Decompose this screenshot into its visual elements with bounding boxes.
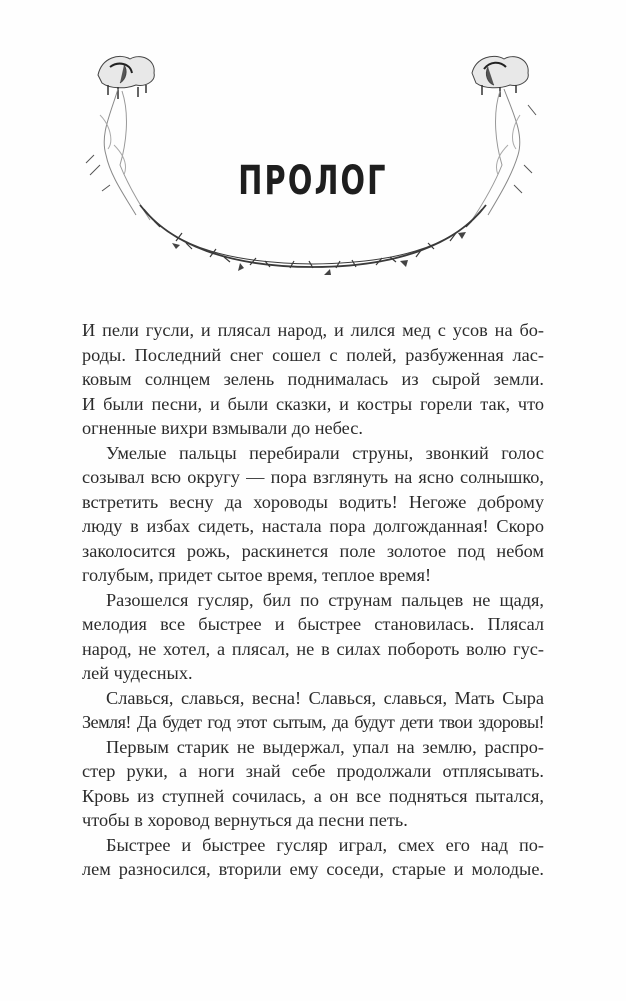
paragraph (82, 735, 544, 833)
text-line: заколосится рожь, раскинется поле золотое под небом (82, 540, 544, 561)
text-line: мелодия все быстрее и быстрее становилась. Плясал (82, 614, 544, 634)
text-line: И пели гусли, и плясал народ, и лился мед с усов на бо- (82, 320, 544, 340)
text-line: огненные вихри взмывали до небес. (82, 418, 363, 438)
text-line: Умелые пальцы перебирали струны, звонкий голос (106, 442, 544, 463)
text-line: созывал всю округу — пора взглянуть на ясно солнышко, (82, 467, 544, 487)
thorn-vine-icon (140, 205, 486, 275)
paragraph (82, 833, 544, 882)
paragraph (82, 441, 544, 588)
chapter-title: ПРОЛОГ (238, 158, 388, 204)
text-line: Земля! Да будет год этот сытым, да будут дети твои здоровы! (82, 712, 544, 732)
paragraph (82, 588, 544, 686)
text-line: Кровь из ступней сочилась, а он все подняться пытался, (82, 785, 544, 806)
text-line: И были песни, и были сказки, и костры горели так, что (82, 393, 544, 414)
text-line: роды. Последний снег сошел с полей, разбуженная лас- (82, 344, 544, 365)
body-text (82, 318, 544, 882)
text-line: Быстрее и быстрее гусляр играл, смех его над по- (106, 834, 544, 855)
text-line: ковым солнцем зелень поднималась из сырой земли. (82, 369, 544, 389)
text-line: люду в избах сидеть, настала пора долгожданная! Скоро (82, 516, 544, 536)
text-line: лей чудесных. (82, 663, 193, 683)
text-line: Первым старик не выдержал, упал на землю, распро- (106, 736, 544, 757)
text-line: голубым, придет сытое время, теплое время! (82, 565, 432, 585)
text-line: народ, не хотел, а плясал, не в силах побороть волю гус- (82, 638, 544, 659)
text-line: чтобы в хоровод вернуться да песни петь. (82, 810, 408, 830)
text-line: Славься, славься, весна! Славься, славься, Мать Сыра (106, 687, 544, 708)
text-line: стер руки, а ноги знай себе продолжали отплясывать. (82, 761, 544, 781)
text-line: Разошелся гусляр, бил по струнам пальцев не щадя, (106, 589, 544, 610)
paragraph (82, 318, 544, 441)
paragraph (82, 686, 544, 735)
text-line: встретить весну да хороводы водить! Негоже доброму (82, 491, 544, 512)
text-line: лем разносился, вторили ему соседи, старые и молодые. (82, 859, 544, 879)
